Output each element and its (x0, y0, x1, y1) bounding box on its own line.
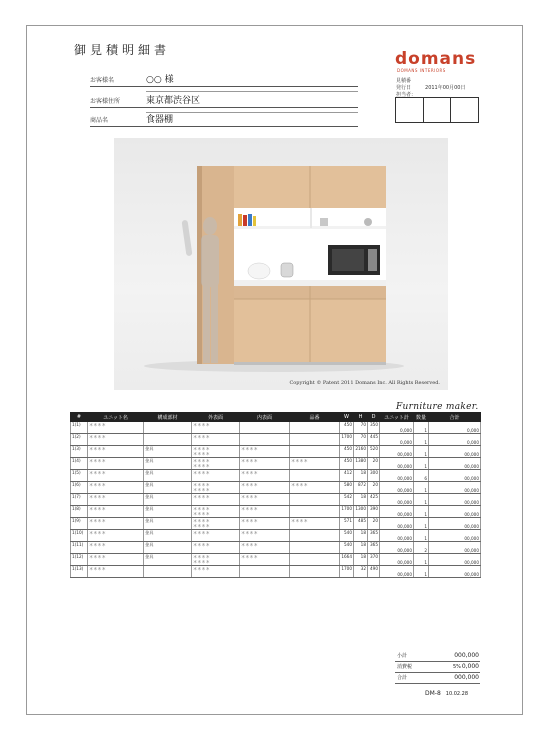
cell-total: 00,000 (429, 530, 481, 542)
cell-outer: ＊＊＊＊ (192, 530, 240, 542)
cell-qty: 1 (414, 434, 429, 446)
cell-unit: ＊＊＊＊ (88, 542, 144, 554)
cell-no: 1(7) (71, 494, 88, 506)
cell-part (144, 422, 192, 434)
cell-unit: ＊＊＊＊ (88, 494, 144, 506)
column-header: ユニット計 (380, 413, 414, 422)
cell-unit: ＊＊＊＊ (88, 482, 144, 494)
render-copyright: Copyright © Patent 2011 Domans Inc. All Rights Reserved. (289, 380, 440, 386)
cell-no: 1(12) (71, 554, 88, 566)
cell-h: 70 (354, 422, 368, 434)
cell-unit-total: 0,000 (380, 434, 414, 446)
cell-inner: ＊＊＊＊ (240, 530, 290, 542)
cell-total: 00,000 (429, 542, 481, 554)
cell-outer: ＊＊＊＊ ＊＊＊＊ (192, 482, 240, 494)
cell-h: 2160 (354, 446, 368, 458)
cell-inner: ＊＊＊＊ (240, 470, 290, 482)
cell-no: 1(11) (71, 542, 88, 554)
subtotal-row: 小計 000,000 (395, 651, 480, 662)
column-header: 数量 (414, 413, 429, 422)
table-row (71, 434, 481, 446)
cell-no: 1(10) (71, 530, 88, 542)
cell-d: 20 (368, 518, 380, 530)
cell-total: 00,000 (429, 518, 481, 530)
column-header: 合計 (429, 413, 481, 422)
cell-total: 00,000 (429, 506, 481, 518)
cell-d: 365 (368, 530, 380, 542)
cell-w: 571 (340, 518, 354, 530)
cell-d: 425 (368, 494, 380, 506)
cell-no: 1(6) (71, 482, 88, 494)
cell-d: 390 (368, 506, 380, 518)
column-header: W (340, 413, 354, 422)
cell-part: 金具 (144, 482, 192, 494)
cell-unit-total: 00,000 (380, 446, 414, 458)
customer-address-value: 東京都渋谷区 (146, 96, 201, 106)
cell-inner (240, 422, 290, 434)
cell-unit: ＊＊＊＊ (88, 554, 144, 566)
cell-d: 490 (368, 566, 380, 578)
cell-part (144, 566, 192, 578)
cell-h: 485 (354, 518, 368, 530)
cell-outer: ＊＊＊＊ (192, 434, 240, 446)
totals-block (395, 651, 480, 684)
cell-w: 1700 (340, 506, 354, 518)
cell-qty: 1 (414, 506, 429, 518)
cell-d: 20 (368, 482, 380, 494)
cell-qty: 2 (414, 542, 429, 554)
cell-outer: ＊＊＊＊ ＊＊＊＊ (192, 554, 240, 566)
cell-w: 540 (340, 530, 354, 542)
cell-outer: ＊＊＊＊ ＊＊＊＊ (192, 518, 240, 530)
cell-d: 20 (368, 458, 380, 470)
cell-outer: ＊＊＊＊ (192, 422, 240, 434)
cell-unit: ＊＊＊＊ (88, 566, 144, 578)
cell-d: 300 (368, 470, 380, 482)
cell-qty: 1 (414, 482, 429, 494)
cell-w: 450 (340, 422, 354, 434)
cell-part: 金具 (144, 554, 192, 566)
cell-code (290, 566, 340, 578)
cell-w: 580 (340, 482, 354, 494)
cell-h: 18 (354, 542, 368, 554)
product-value: 食器棚 (146, 115, 174, 125)
cell-unit: ＊＊＊＊ (88, 530, 144, 542)
cell-unit-total: 00,000 (380, 566, 414, 578)
cell-unit: ＊＊＊＊ (88, 422, 144, 434)
column-header: 外表面 (192, 413, 240, 422)
cell-d: 370 (368, 554, 380, 566)
cell-total: 0,000 (429, 422, 481, 434)
cell-h: 1300 (354, 506, 368, 518)
cell-part: 金具 (144, 518, 192, 530)
cell-unit-total: 00,000 (380, 542, 414, 554)
cell-outer: ＊＊＊＊ (192, 542, 240, 554)
cell-total: 00,000 (429, 470, 481, 482)
cell-inner (240, 434, 290, 446)
cell-inner: ＊＊＊＊ (240, 482, 290, 494)
cell-code: ＊＊＊＊ (290, 518, 340, 530)
cell-qty: 1 (414, 518, 429, 530)
counter-top (234, 280, 386, 286)
customer-name-row (90, 72, 358, 87)
column-header: # (71, 413, 88, 422)
cell-h: 1380 (354, 458, 368, 470)
table-row (71, 458, 481, 470)
table-row (71, 542, 481, 554)
cell-no: 1(13) (71, 566, 88, 578)
cell-qty: 1 (414, 566, 429, 578)
issue-date-row: 発行日 2011年00月00日 (396, 85, 466, 91)
cell-qty: 1 (414, 458, 429, 470)
customer-name-subline (146, 86, 358, 92)
customer-address-row (90, 93, 358, 108)
cell-no: 1(2) (71, 434, 88, 446)
cell-qty: 1 (414, 494, 429, 506)
table-row (71, 554, 481, 566)
cell-inner: ＊＊＊＊ (240, 542, 290, 554)
cell-unit: ＊＊＊＊ (88, 434, 144, 446)
cell-no: 1(9) (71, 518, 88, 530)
cell-total: 00,000 (429, 458, 481, 470)
cell-d: 350 (368, 422, 380, 434)
table-row (71, 494, 481, 506)
cell-inner: ＊＊＊＊ (240, 446, 290, 458)
table-row (71, 470, 481, 482)
cell-unit-total: 00,000 (380, 506, 414, 518)
cell-outer: ＊＊＊＊ (192, 494, 240, 506)
cell-code (290, 446, 340, 458)
product-render (114, 138, 448, 390)
cell-no: 1(8) (71, 506, 88, 518)
document-code (425, 690, 468, 697)
cell-h: 70 (354, 434, 368, 446)
cell-outer: ＊＊＊＊ (192, 470, 240, 482)
cell-code (290, 494, 340, 506)
cell-h: 18 (354, 494, 368, 506)
table-row (71, 446, 481, 458)
cell-inner (240, 566, 290, 578)
customer-name-label: お客様名 (90, 77, 115, 84)
cell-unit: ＊＊＊＊ (88, 458, 144, 470)
cell-inner: ＊＊＊＊ (240, 458, 290, 470)
cell-no: 1(1) (71, 422, 88, 434)
cell-unit-total: 00,000 (380, 458, 414, 470)
column-header: 構成部材 (144, 413, 192, 422)
furniture-maker-logo: Furniture maker. (396, 402, 479, 412)
cell-w: 1700 (340, 434, 354, 446)
cell-outer: ＊＊＊＊ ＊＊＊＊ (192, 506, 240, 518)
cell-unit-total: 00,000 (380, 494, 414, 506)
cell-part (144, 434, 192, 446)
cell-unit-total: 00,000 (380, 482, 414, 494)
cabinet-illustration (114, 138, 448, 390)
table-row (71, 482, 481, 494)
cell-unit: ＊＊＊＊ (88, 518, 144, 530)
cell-total: 00,000 (429, 482, 481, 494)
cell-h: 18 (354, 554, 368, 566)
stamp-box (396, 98, 424, 122)
cell-no: 1(3) (71, 446, 88, 458)
table-row (71, 518, 481, 530)
column-header: ユニット名 (88, 413, 144, 422)
cell-outer: ＊＊＊＊ (192, 566, 240, 578)
cell-d: 445 (368, 434, 380, 446)
cell-code (290, 530, 340, 542)
cell-h: 18 (354, 530, 368, 542)
cell-total: 00,000 (429, 494, 481, 506)
cell-h: 872 (354, 482, 368, 494)
cell-w: 412 (340, 470, 354, 482)
cell-h: 18 (354, 470, 368, 482)
cell-inner: ＊＊＊＊ (240, 506, 290, 518)
cell-total: 00,000 (429, 446, 481, 458)
cell-part: 金具 (144, 494, 192, 506)
cell-inner: ＊＊＊＊ (240, 518, 290, 530)
cell-unit-total: 00,000 (380, 554, 414, 566)
column-header: H (354, 413, 368, 422)
column-header: 内表面 (240, 413, 290, 422)
cell-no: 1(4) (71, 458, 88, 470)
cell-w: 450 (340, 458, 354, 470)
cell-w: 542 (340, 494, 354, 506)
cell-unit: ＊＊＊＊ (88, 446, 144, 458)
issue-info (396, 78, 465, 99)
cell-inner: ＊＊＊＊ (240, 494, 290, 506)
items-table (70, 412, 481, 578)
doc-code-text: DM-8 (425, 690, 441, 697)
cell-qty: 1 (414, 446, 429, 458)
cell-part: 金具 (144, 470, 192, 482)
cell-unit-total: 0,000 (380, 422, 414, 434)
cell-unit: ＊＊＊＊ (88, 506, 144, 518)
cell-total: 00,000 (429, 554, 481, 566)
column-header: 品番 (290, 413, 340, 422)
table-row (71, 530, 481, 542)
cell-code: ＊＊＊＊ (290, 458, 340, 470)
cell-part: 金具 (144, 530, 192, 542)
cell-qty: 6 (414, 470, 429, 482)
cell-unit-total: 00,000 (380, 470, 414, 482)
cell-code: ＊＊＊＊ (290, 482, 340, 494)
cell-no: 1(5) (71, 470, 88, 482)
stamp-box (451, 98, 478, 122)
cell-total: 00,000 (429, 566, 481, 578)
cell-qty: 1 (414, 554, 429, 566)
cell-outer: ＊＊＊＊ ＊＊＊＊ (192, 446, 240, 458)
cell-code (290, 542, 340, 554)
grand-total-row: 合計 000,000 (395, 673, 480, 684)
cell-w: 1700 (340, 566, 354, 578)
estimate-number-row: 見積番 (396, 78, 412, 84)
column-header: D (368, 413, 380, 422)
brand-logo: domans (395, 49, 477, 69)
customer-name-value: ○○ 様 (146, 75, 174, 85)
cell-code (290, 422, 340, 434)
cell-code (290, 434, 340, 446)
cell-part: 金具 (144, 542, 192, 554)
cell-code (290, 554, 340, 566)
cell-qty: 1 (414, 530, 429, 542)
product-label: 商品名 (90, 117, 109, 124)
cell-unit-total: 00,000 (380, 530, 414, 542)
cell-unit: ＊＊＊＊ (88, 470, 144, 482)
cell-w: 450 (340, 446, 354, 458)
cell-code (290, 470, 340, 482)
table-row (71, 506, 481, 518)
table-row (71, 422, 481, 434)
cell-h: 32 (354, 566, 368, 578)
cell-total: 0,000 (429, 434, 481, 446)
cell-outer: ＊＊＊＊ ＊＊＊＊ (192, 458, 240, 470)
staff-row: 担当者： (396, 92, 417, 98)
stamp-box (424, 98, 452, 122)
stamp-boxes (395, 97, 479, 123)
brand-logo-sub: DOMANS INTERIORS (397, 68, 446, 73)
customer-address-label: お客様住所 (90, 98, 121, 105)
cell-part: 金具 (144, 506, 192, 518)
cell-d: 365 (368, 542, 380, 554)
product-row (90, 112, 358, 127)
table-header-row (71, 413, 481, 422)
document-title: 御見積明細書 (74, 43, 171, 57)
cell-unit-total: 00,000 (380, 518, 414, 530)
cell-w: 1664 (340, 554, 354, 566)
cell-part: 金具 (144, 446, 192, 458)
cell-inner: ＊＊＊＊ (240, 554, 290, 566)
cell-d: 520 (368, 446, 380, 458)
cell-code (290, 506, 340, 518)
doc-date-text: 10.02.28 (445, 691, 469, 697)
table-row (71, 566, 481, 578)
cell-qty: 1 (414, 422, 429, 434)
cell-part: 金具 (144, 458, 192, 470)
tax-row: 消費税 5% 0,000 (395, 662, 480, 673)
cell-w: 540 (340, 542, 354, 554)
